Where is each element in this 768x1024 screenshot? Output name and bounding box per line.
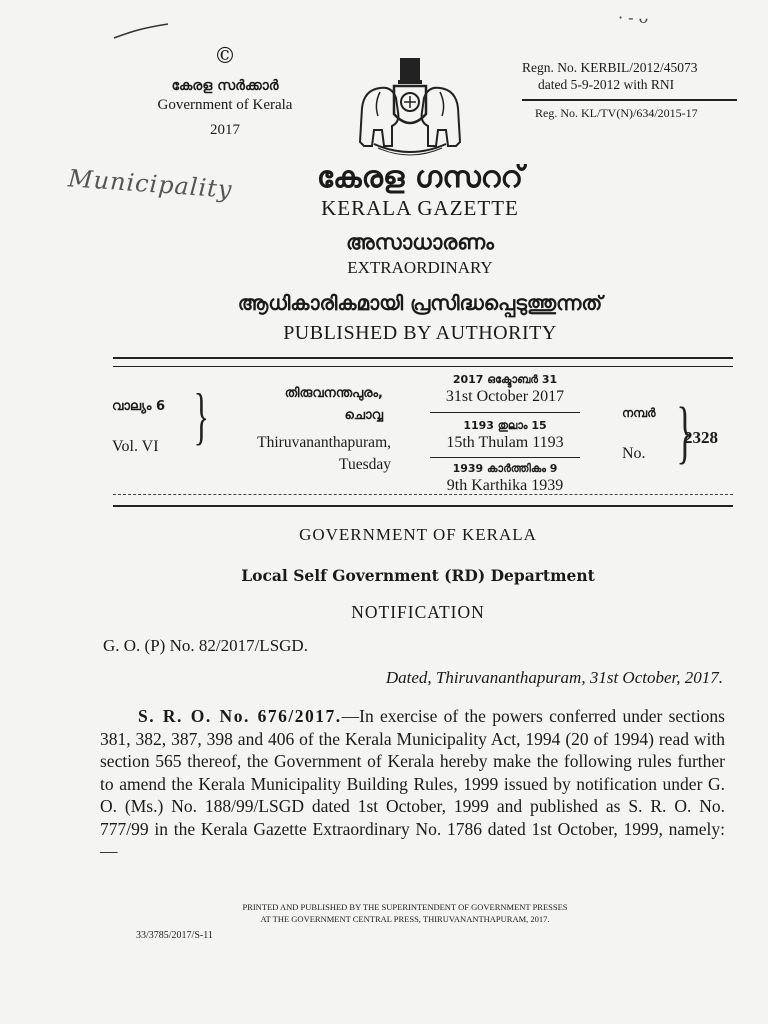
date-kollam: 15th Thulam 1193 <box>446 434 564 451</box>
notification-body <box>100 705 725 863</box>
notification-heading: NOTIFICATION <box>351 602 485 622</box>
printer-line-2: AT THE GOVERNMENT CENTRAL PRESS, THIRUVANANTHAPURAM, 2017. <box>260 914 550 924</box>
day-malayalam: ചൊവ്വ <box>344 408 383 423</box>
date-gregorian: 31st October 2017 <box>445 388 565 405</box>
place-malayalam: തിരുവനന്തപുരം, <box>284 386 383 401</box>
issue-top-rule <box>113 357 733 359</box>
published-by-authority-malayalam: ആധികാരികമായി പ്രസിദ്ധപ്പെടുത്തുന്നത് <box>237 291 603 315</box>
issue-top-rule-thin <box>113 366 733 367</box>
volume-malayalam: വാല്യം 6 <box>112 399 166 414</box>
volume-english: Vol. VI <box>112 438 159 455</box>
day-english: Tuesday <box>339 456 391 473</box>
gazette-title-english: KERALA GAZETTE <box>321 196 519 220</box>
body-text: —In exercise of the powers conferred under sections 381, 382, 387, 398 and 406 of the Kerala Municipality Act, 1994 (20 of 1994) read with section 565 thereof, the Government of Kerala hereby make the following rules further to amend the Kerala Municipality Building Rules, 1999 issued by notification under G. O. (Ms.) No. 188/99/LSGD dated 1st October, 1999 and published as S. R. O. No. 777/99 in the Kerala Gazette Extraordinary No. 1786 dated 1st October, 1999, namely:— <box>100 706 725 861</box>
government-heading: GOVERNMENT OF KERALA <box>299 525 537 544</box>
number-brace: } <box>676 394 694 471</box>
date-divider-1 <box>430 412 580 413</box>
extraordinary-malayalam: അസാധാരണം <box>346 230 494 254</box>
header-right-rule <box>522 99 737 101</box>
printer-line-1: PRINTED AND PUBLISHED BY THE SUPERINTENDENT OF GOVERNMENT PRESSES <box>242 902 568 912</box>
date-saka: 9th Karthika 1939 <box>446 477 564 494</box>
dated-line: Dated, Thiruvananthapuram, 31st October, 2017. <box>385 668 723 687</box>
rni-registration: Reg. No. KL/TV(N)/634/2015-17 <box>535 106 698 120</box>
pen-scribble-icon <box>112 20 172 42</box>
department-heading: Local Self Government (RD) Department <box>241 566 595 585</box>
registration-date: dated 5-9-2012 with RNI <box>538 77 675 92</box>
number-label-english: No. <box>622 445 646 462</box>
volume-brace: } <box>193 380 210 451</box>
registration-number: Regn. No. KERBIL/2012/45073 <box>522 60 698 75</box>
go-number: G. O. (P) No. 82/2017/LSGD. <box>103 636 308 655</box>
number-label-malayalam: നമ്പർ <box>622 406 656 420</box>
copyright-mark: © <box>214 44 236 69</box>
issue-number: 2328 <box>684 428 718 447</box>
issue-bottom-rule-thick <box>113 505 733 507</box>
sro-label: S. R. O. No. 676/2017. <box>138 706 342 726</box>
published-by-authority-english: PUBLISHED BY AUTHORITY <box>283 322 557 344</box>
top-right-marks: · - ᴗ <box>618 8 649 27</box>
extraordinary-english: EXTRAORDINARY <box>347 258 493 277</box>
date-saka-malayalam: 1939 കാർത്തികം 9 <box>452 462 558 475</box>
handwritten-note: Municipality <box>67 164 234 204</box>
gazette-title-malayalam: കേരള ഗസററ് <box>316 160 524 195</box>
kerala-state-emblem-icon <box>352 50 468 158</box>
print-code: 33/3785/2017/S-11 <box>136 930 213 941</box>
gov-english: Government of Kerala <box>157 97 293 113</box>
date-divider-2 <box>430 457 580 458</box>
date-kollam-malayalam: 1193 തുലാം 15 <box>463 419 547 432</box>
issue-bottom-rule <box>113 494 733 496</box>
date-gregorian-malayalam: 2017 ഒക്ടോബർ 31 <box>452 373 558 386</box>
gov-malayalam: കേരള സർക്കാർ <box>171 78 279 94</box>
place-english: Thiruvananthapuram, <box>257 434 391 451</box>
gov-year: 2017 <box>210 122 240 138</box>
